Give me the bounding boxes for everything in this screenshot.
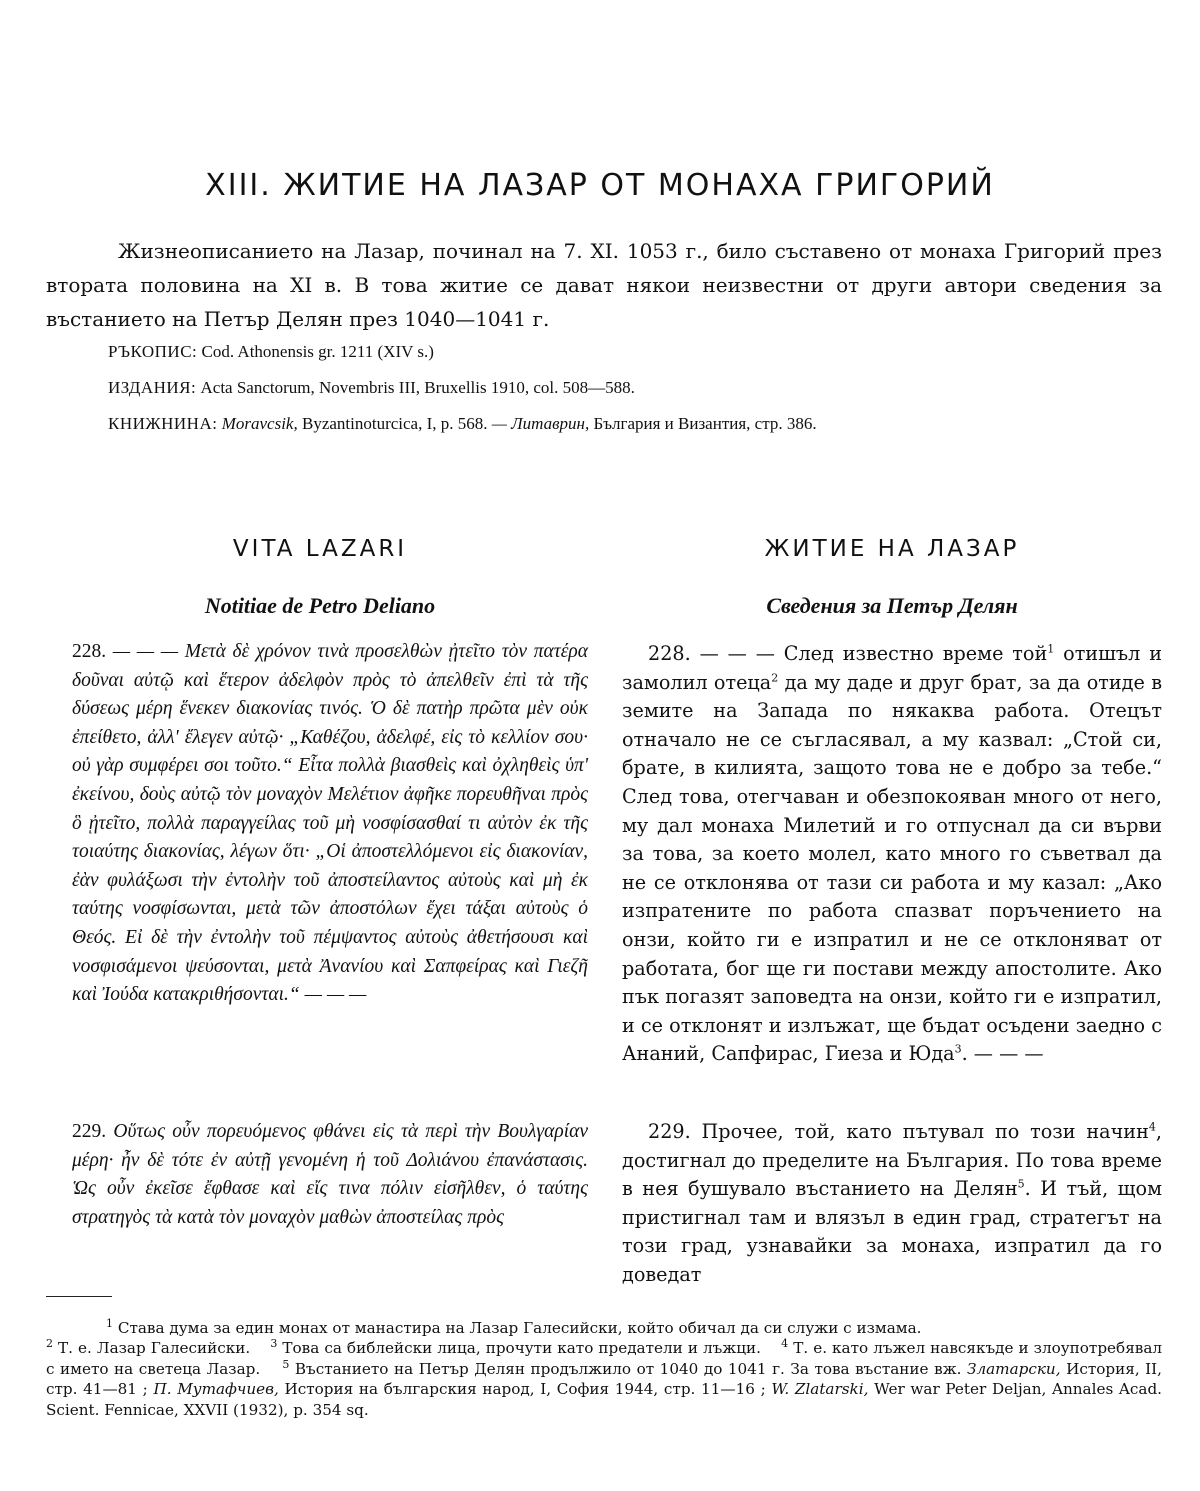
literature-author-litavrin: — Литаврин, (491, 414, 590, 433)
bulgarian-column-heading: ЖИТИЕ НА ЛАЗАР (764, 536, 1020, 562)
bulgarian-column-subheading: Сведения за Петър Делян (766, 593, 1018, 618)
footnote-ref: 1 (1047, 642, 1055, 656)
paragraph-text: 229. Прочее, той, като пътувал по този начин (648, 1120, 1149, 1143)
literature-value-1: Byzantinoturcica, I, p. 568. (301, 414, 488, 433)
footnote-text: Т. е. Лазар Галесийски. (58, 1339, 251, 1358)
footnote-ref: 3 (954, 1042, 962, 1056)
intro-paragraph: Жизнеописанието на Лазар, починал на 7. XI. 1053 г., било съставено от монаха Григорий през втората половина на XI в. В това житие се дават някои неизвестни от други автори сведения за въстанието на Петър Делян през 1040—1041 г. (46, 239, 1162, 331)
literature-label: КНИЖНИНА: (108, 414, 218, 433)
greek-paragraph-text: — — — Μετὰ δὲ χρόνον τινὰ προσελθὼν ᾐτεῖτο τὸν πατέρα δοῦναι αὐτῷ καὶ ἕτερον ἀδελφὸν πρὸς τὸ ἀπελθεῖν ἐπὶ τὰ τῆς δύσεως μέρη ἕνεκεν διακονίας τινός. Ὁ δὲ πατὴρ πρῶτα μὲν οὐκ ἐπείθετο, ἀλλ' ἔλεγεν αὐτῷ· „Καθέζου, ἀδελφέ, εἰς τὸ κελλίον σου· οὐ γὰρ συμφέρει σοι τοῦτο.“ Εἶτα πολλὰ βιασθεὶς καὶ ὀχληθεὶς ὑπ' ἐκείνου, δοὺς αὐτῷ τὸν μοναχὸν Μελέτιον ἀφῆκε πορευθῆναι πρὸς ὃ ᾐτεῖτο, πολλὰ παραγγείλας τοῦ μὴ νοσφίσασθαί τι αὐτὸν ἐκ τῆς τοιαύτης διακονίας, λέγων ὅτι· „Οἱ ἀποστελλόμενοι εἰς διακονίαν, ἐὰν φυλάξωσι τὴν ἐντολὴν τοῦ ἀποστείλαντος αὐτοὺς καὶ μὴ ἐκ ταύτης νοσφίσωνται, μετὰ τῶν ἀποστόλων ἔχει τάξαι αὐτοὺς ὁ Θεός. Εἰ δὲ τὴν ἐντολὴν τοῦ πέμψαντος αὐτοὺς ἀθετήσουσι καὶ νοσφισάμενοι ψεύσονται, μετὰ Ἀνανίου καὶ Σαπφείρας καὶ Γιεζῆ καὶ Ἰούδα κατακριθήσονται.“ — — — (72, 641, 589, 1006)
footnote-mark: 4 (781, 1337, 789, 1351)
paragraph-text: да му даде и друг брат, за да отиде в земите на Запада по някаква работа. Отецът отначало не се съгласявал, а му казвал: „Стой си, брате, в килията, защото това не е добро за тебе.“ След това, отегчаван и обезпокояван много от него, му дал монаха Милетий и го отпуснал да си върви за това, за което молел, като много го съветвал да не се отклонява от тази си работа и му казал: „Ако изпратените по работа спазват поръчението на онзи, който ги е изпратил и не се отклоняват от работата, бог ще ги постави между апостолите. Ако пък погазят заповедта на онзи, който ги е изпратил, и се отклонят и излъжат, ще бъдат осъдени заедно с Ананий, Сапфирас, Гиеза и Юда (622, 670, 1163, 1066)
footnote-text: История, II, стр. 41—81 ; (46, 1359, 1163, 1399)
greek-column-subheading: Notitiae de Petro Deliano (204, 593, 436, 618)
literature-author-moravcsik: Moravcsik, (221, 414, 298, 433)
literature-line (108, 414, 1168, 434)
paragraph-text: , достигнал до пределите на България. По това време в нея бушувало въстанието на Делян (622, 1120, 1162, 1201)
footnote-2 (46, 1339, 250, 1357)
footnote-mark: 3 (270, 1337, 278, 1351)
manuscript-line (108, 342, 1168, 362)
paragraph-text: отишъл и замолил отеца (622, 642, 1162, 694)
footnote-mark: 1 (106, 1316, 113, 1330)
literature-value-2: България и Византия, стр. 386. (593, 414, 817, 433)
page-title: XIII. ЖИТИЕ НА ЛАЗАР ОТ МОНАХА ГРИГОРИЙ (205, 168, 995, 203)
footnote-text: Wer war Peter Deljan, Annales Acad. Scient. Fennicae, XXVII (1932), p. 354 sq. (46, 1380, 1163, 1419)
bulgarian-paragraph-228 (622, 640, 1162, 1069)
footnote-text: Въстанието на Петър Делян продължило от 1040 до 1041 г. За това въстание вж. (294, 1359, 962, 1378)
footnote-3 (270, 1339, 761, 1357)
paragraph-text: . И тъй, щом пристигнал там и влязъл в един град, стратегът на този град, узнавайки за монаха, изпратил да го доведат (622, 1177, 1162, 1286)
greek-paragraph-228 (72, 638, 588, 1010)
footnote-ref: 4 (1148, 1120, 1156, 1134)
greek-column-heading: VITA LAZARI (232, 536, 408, 562)
bulgarian-paragraph-229 (622, 1118, 1162, 1290)
footnote-text: Става дума за един монах от манастира на Лазар Галесийски, който обичал да си служи с измама. (117, 1319, 922, 1337)
paragraph-text: 228. — — — След известно време той (648, 642, 1048, 665)
manuscript-label: РЪКОПИС: (108, 342, 198, 361)
footnote-author: П. Мутафчиев, (153, 1380, 279, 1399)
footnote-text: Това са библейски лица, прочути като предатели и лъжци. (282, 1339, 761, 1358)
footnote-ref: 5 (1017, 1177, 1025, 1191)
footnote-author: W. Zlatarski, (771, 1380, 869, 1399)
greek-paragraph-text: Οὕτως οὖν πορευόμενος φθάνει εἰς τὰ περὶ τὴν Βουλγαρίαν μέρη· ἦν δὲ τότε ἐν αὐτῇ γενομένη ἡ τοῦ Δολιάνου ἐπανάστασις. Ὡς οὖν ἐκεῖσε ἔφθασε καὶ εἴς τινα πόλιν εἰσῆλθεν, ὁ ταύτης στρατηγὸς τὰ κατὰ τὸν μοναχὸν μαθὼν ἀποστείλας πρὸς (72, 1121, 589, 1228)
footnote-ref: 2 (771, 671, 779, 685)
editions-label: ИЗДАНИЯ: (108, 378, 197, 397)
greek-paragraph-229 (72, 1118, 588, 1232)
footnote-1 (46, 1318, 1162, 1338)
paragraph-text: . — — — (961, 1042, 1044, 1066)
footnote-text: Т. е. като лъжел навсякъде и злоупотребявал с името на светеца Лазар. (46, 1339, 1163, 1378)
footnote-text: История на българския народ, I, София 1944, стр. 11—16 ; (284, 1380, 766, 1399)
footnote-mark: 5 (282, 1357, 290, 1371)
footnote-author: Златарски, (966, 1359, 1061, 1378)
footnote-mark: 2 (46, 1337, 53, 1351)
greek-paragraph-number: 228. (72, 641, 107, 662)
greek-paragraph-number: 229. (72, 1121, 107, 1142)
editions-line (108, 378, 1168, 398)
footnotes (46, 1318, 1162, 1420)
footnote-divider (46, 1296, 112, 1297)
editions-value: Acta Sanctorum, Novembris III, Bruxellis 1910, col. 508—588. (200, 378, 635, 397)
manuscript-value: Cod. Athonensis gr. 1211 (XIV s.) (201, 342, 434, 361)
